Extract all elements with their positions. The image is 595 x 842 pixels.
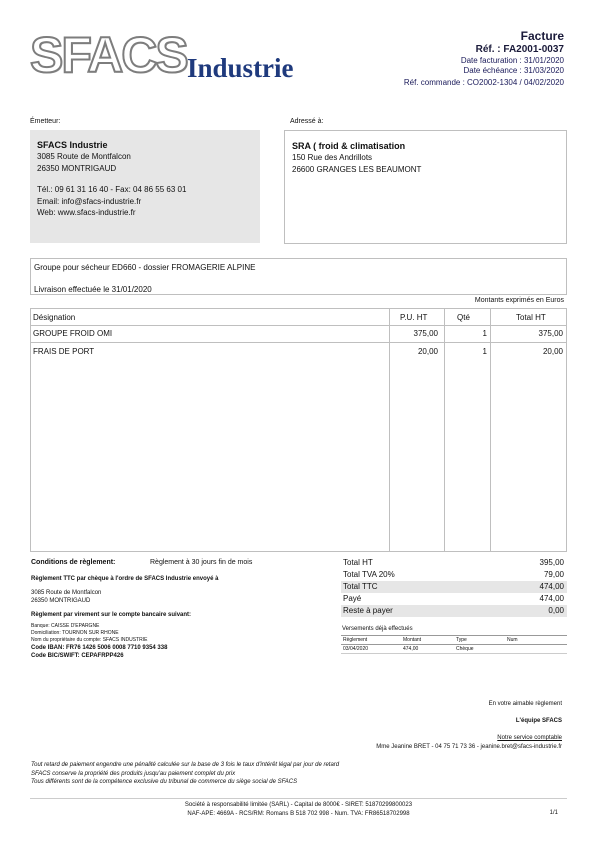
vers-col-type: Type [456,637,467,643]
emetteur-phone: Tél.: 09 61 31 16 40 - Fax: 04 86 55 63 01 [37,185,187,194]
table-row-designation: FRAIS DE PORT [33,347,95,356]
emetteur-box [30,130,260,243]
total-label: Reste à payer [343,606,393,615]
date-facturation: Date facturation : 31/01/2020 [460,56,564,65]
table-row-designation: GROUPE FROID OMI [33,329,113,338]
total-label: Total TVA 20% [343,570,395,579]
total-value: 474,00 [539,582,564,591]
vers-col-montant: Montant [403,637,422,643]
domiciliation: Domiciliation: TOURNON SUR RHONE [31,630,119,636]
table-row-total: 375,00 [538,329,563,338]
emetteur-email: Email: info@sfacs-industrie.fr [37,196,142,206]
destinataire-address1: 150 Rue des Andrillots [292,153,373,162]
virement-title: Règlement par virement sur le compte bancaire suivant: [31,612,192,618]
col-qte: Qté [457,313,470,322]
vers-col-num: Num [507,637,518,643]
table-row-qte: 1 [482,329,487,338]
iban: Code IBAN: FR76 1426 5006 0008 7710 9354 338 [31,645,168,651]
invoice-header [314,29,564,88]
total-value: 0,00 [548,606,564,615]
total-row [341,605,567,617]
vers-type: Chèque [456,646,474,652]
footer-line1: Société à responsabilité limitée (SARL) - Capital de 8000€ - SIRET: 51870299800023 [184,802,413,808]
footer-line2: NAF-APE: 4669A - RCS/RM: Romans B 518 702 998 - Num. TVA: FR86518702998 [187,811,410,817]
legal-notes [31,761,339,787]
total-row [341,569,567,581]
banque: Banque: CAISSE D'EPARGNE [31,623,100,629]
vers-col-reglement: Règlement [343,637,368,643]
legal-line2: SFACS conserve la propriété des produits jusqu'au paiement complet du prix [31,770,236,777]
total-value: 395,00 [539,558,564,567]
legal-line1: Tout retard de paiement engendre une pénalité calculée sur la base de 3 fois le taux d'intérêt légal par jour de retard [31,762,340,768]
total-label: Total TTC [343,582,378,591]
total-label: Payé [343,594,362,603]
total-label: Total HT [343,558,373,567]
destinataire-address2: 26600 GRANGES LES BEAUMONT [292,164,422,174]
ref-commande: Réf. commande : CO2002-1304 / 04/02/2020 [403,78,564,87]
total-value: 474,00 [539,594,564,603]
table-row-pu: 375,00 [413,329,438,338]
totals-block [341,557,567,617]
versements-table [341,635,567,654]
closing-line3: Notre service comptable [497,735,562,741]
versement-row [341,645,567,654]
emetteur-address2: 26350 MONTRIGAUD [37,163,117,173]
conditions-label: Conditions de règlement: [31,559,116,566]
total-row [341,581,567,593]
emetteur-label: Émetteur: [30,118,61,125]
cheque-addr2: 26350 MONTRIGAUD [31,598,91,604]
cheque-title: Règlement TTC par chèque à l'ordre de SFACS Industrie envoyé à [31,576,219,582]
total-value: 79,00 [543,570,564,579]
note-box [30,258,567,295]
closing-line1: En votre aimable règlement [488,701,562,707]
note-line1: Groupe pour sécheur ED660 - dossier FROMAGERIE ALPINE [34,263,256,272]
table-row-pu: 20,00 [417,347,438,356]
vers-reglement: 03/04/2020 [343,646,369,652]
table-row-total: 20,00 [542,347,563,356]
emetteur-address1: 3085 Route de Montfalcon [37,152,131,161]
invoice-ref: Réf. : FA2001-0037 [475,44,564,55]
lines-table [30,308,567,552]
col-pu: P.U. HT [400,313,428,322]
col-total: Total HT [516,313,546,322]
destinataire-label: Adressé à: [290,118,324,125]
total-row [341,557,567,569]
conditions-value: Règlement à 30 jours fin de mois [150,559,253,566]
note-line2: Livraison effectuée le 31/01/2020 [34,285,152,294]
bic: Code BIC/SWIFT: CEPAFRPP426 [31,653,124,659]
closing-line4: Mme Jeanine BRET - 04 75 71 73 36 - jeanine.bret@sfacs-industrie.fr [376,744,562,750]
legal-line3: Tous différents sont de la compétence exclusive du tribunal de commerce du siège social de SFACS [31,779,298,785]
closing-line2: L'équipe SFACS [515,718,562,724]
invoice-title: Facture [520,29,564,43]
logo-suffix: Industrie [187,53,294,83]
page-number: 1/1 [549,810,558,816]
versements-title: Versements déjà effectués [342,626,413,632]
table-row-qte: 1 [482,347,487,356]
date-echeance: Date échéance : 31/03/2020 [463,65,564,75]
destinataire-box [284,130,567,244]
currency-note: Montants exprimés en Euros [474,297,564,304]
cheque-address [31,589,101,605]
emetteur-name: SFACS Industrie [37,140,108,150]
vers-montant: 474,00 [403,646,419,652]
cheque-addr1: 3085 Route de Montfalcon [31,590,102,596]
emetteur-web: Web: www.sfacs-industrie.fr [37,208,136,217]
proprietaire: Nom du propriétaire du compte: SFACS INDUSTRIE [31,637,148,643]
total-row [341,593,567,605]
footer-divider [30,798,567,799]
bank-details [31,623,167,660]
company-logo [30,27,187,83]
logo-brand: SFACS [30,27,187,83]
footer [30,801,567,819]
destinataire-name: SRA ( froid & climatisation [292,141,406,151]
col-designation: Désignation [33,313,76,322]
